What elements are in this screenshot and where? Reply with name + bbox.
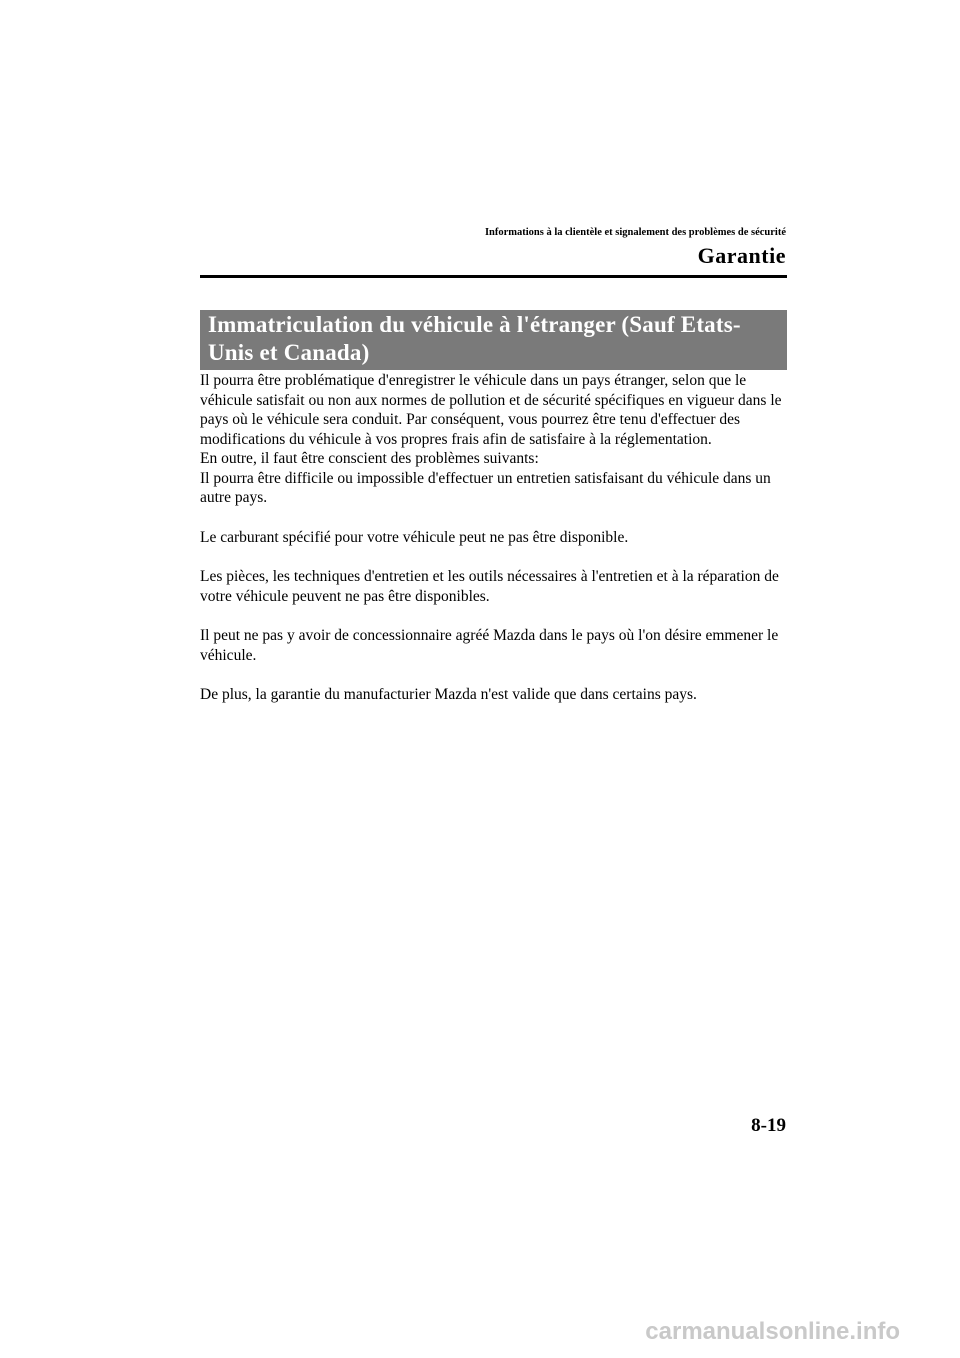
paragraph-maintenance: Il pourra être difficile ou impossible d'effectuer un entretien satisfaisant du véhicule dans un autre pays. xyxy=(200,469,771,506)
paragraph-dealer: Il peut ne pas y avoir de concessionnaire agréé Mazda dans le pays où l'on désire emmener le véhicule. xyxy=(200,627,779,664)
running-header-title: Garantie xyxy=(697,243,786,268)
paragraph-warranty: De plus, la garantie du manufacturier Mazda n'est valide que dans certains pays. xyxy=(200,686,697,703)
section-heading-line-1: Immatriculation du véhicule à l'étranger (Sauf Etats- xyxy=(208,312,741,337)
header-divider xyxy=(200,275,787,278)
section-heading-banner xyxy=(200,310,787,370)
section-heading-line-2: Unis et Canada) xyxy=(208,340,370,365)
watermark-text: carmanualsonline.info xyxy=(645,1318,900,1345)
paragraph-fuel: Le carburant spécifié pour votre véhicule peut ne pas être disponible. xyxy=(200,528,629,546)
paragraph-parts: Les pièces, les techniques d'entretien et les outils nécessaires à l'entretien et à la réparation de votre véhicule peuvent ne pas être disponibles. xyxy=(200,568,779,605)
paragraph-problems-intro: En outre, il faut être conscient des problèmes suivants: xyxy=(200,450,539,467)
running-header-subtitle: Informations à la clientèle et signalement des problèmes de sécurité xyxy=(484,227,786,238)
paragraph-registration: Il pourra être problématique d'enregistrer le véhicule dans un pays étranger, selon que le véhicule satisfait ou non aux normes de pollution et de sécurité spécifiques en vigueur dans le pays où le véhicule sera conduit. Par conséquent, vous pourrez être tenu d'effectuer des modifications du véhicule à vos propres frais afin de satisfaire à la réglementation. xyxy=(200,372,782,448)
page-number: 8-19 xyxy=(751,1115,786,1136)
body-text xyxy=(200,371,790,705)
